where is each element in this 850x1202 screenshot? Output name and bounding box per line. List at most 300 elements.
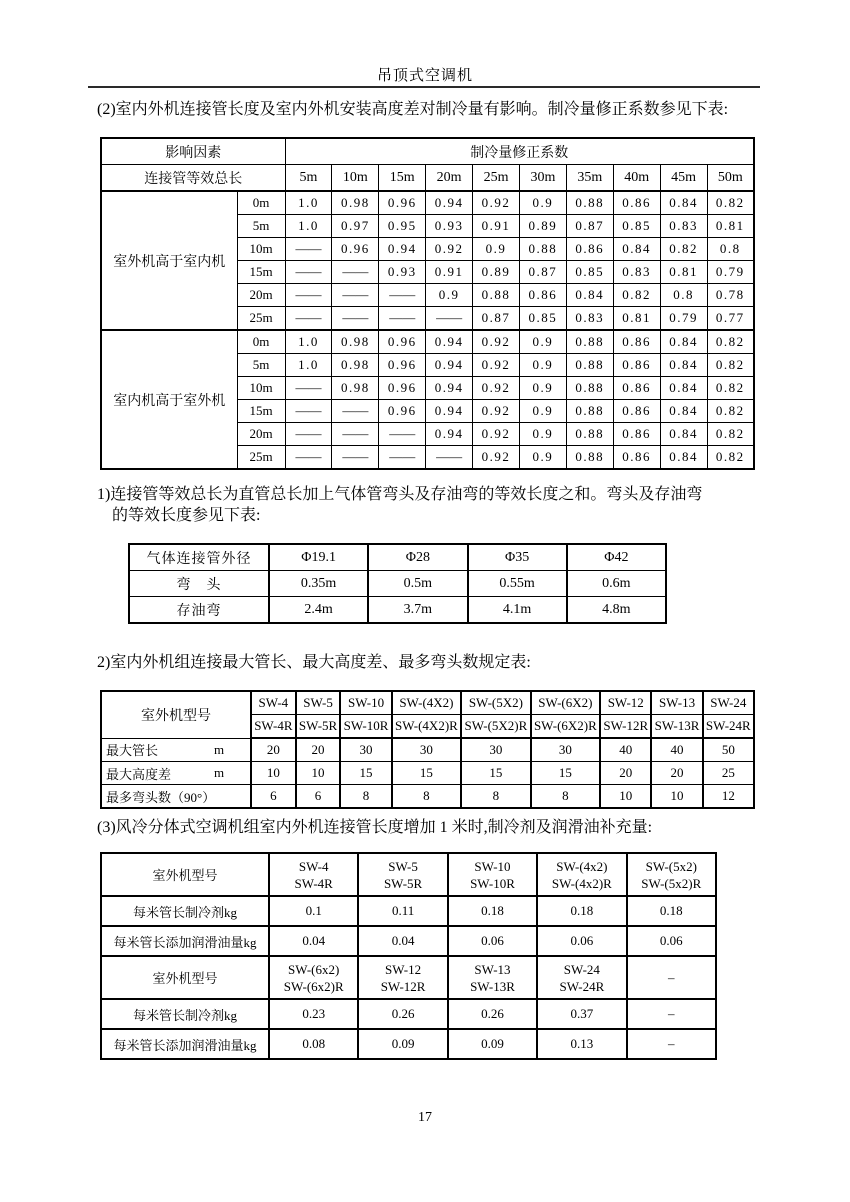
table-row [129,597,666,624]
row-label: 每米管长制冷剂kg [101,896,269,926]
coefficient-cell: 0.97 [332,215,379,238]
table-row [101,762,754,785]
value-cell: 12 [703,785,754,809]
table-row [101,330,754,354]
coefficient-cell: 0.96 [379,377,426,400]
coefficient-cell: 0.87 [519,261,566,284]
coefficient-cell: 0.9 [473,238,520,261]
value-cell: 0.04 [358,926,447,956]
table-row [101,999,716,1029]
coefficient-cell: 0.8 [660,284,707,307]
coefficient-cell: 0.8 [707,238,754,261]
value-cell: 0.06 [448,926,537,956]
table-row [129,544,666,571]
coefficient-cell: 0.9 [519,330,566,354]
coefficient-cell: —— [285,377,332,400]
model-name-cell: SW-12R [600,715,651,739]
model-name-line: SW-12R [380,978,426,994]
coefficient-cell: 0.96 [379,330,426,354]
refill-amount-table [100,852,717,1060]
value-cell: 50 [703,738,754,762]
coefficient-cell: 0.84 [660,423,707,446]
coefficient-cell: —— [332,400,379,423]
row-label: 弯 头 [129,571,269,597]
coefficient-cell: 0.86 [613,330,660,354]
section-2-sub-heading: 2)室内外机组连接最大管长、最大高度差、最多弯头数规定表: [97,654,531,671]
row-label: 每米管长添加润滑油量kg [101,1029,269,1059]
value-cell: Φ35 [468,544,567,571]
coefficient-cell: 0.86 [613,400,660,423]
value-cell: 20 [251,738,296,762]
max-pipe-length-table [100,690,755,809]
value-cell: 0.1 [269,896,358,926]
coefficient-cell: 0.9 [519,354,566,377]
value-cell: 0.37 [537,999,626,1029]
table-row [101,191,754,215]
section-3-heading: (3)风冷分体式空调机组室内外机连接管长度增加 1 米时,制冷剂及润滑油补充量: [97,819,653,836]
running-header-title: 吊顶式空调机 [376,68,473,84]
row-label: 气体连接管外径 [129,544,269,571]
coefficient-cell: —— [285,446,332,470]
coefficient-cell: 0.92 [473,354,520,377]
height-diff-cell: 5m [237,354,285,377]
value-cell: 0.18 [537,896,626,926]
coefficient-cell: —— [379,307,426,331]
group-label: 室外机高于室内机 [101,191,237,330]
coefficient-cell: 0.91 [473,215,520,238]
row-label-text: 最大高度差 [106,766,172,782]
coefficient-cell: 0.92 [473,446,520,470]
model-name-cell [537,956,626,999]
model-name-cell: SW-(4X2) [392,691,461,715]
value-cell: 40 [600,738,651,762]
value-cell: 0.18 [448,896,537,926]
table-row [101,1029,716,1059]
note-1-line-2: 的等效长度参见下表: [112,507,261,524]
value-cell: 30 [531,738,600,762]
value-cell: 30 [392,738,461,762]
value-cell: 2.4m [269,597,368,624]
value-cell: – [627,999,716,1029]
coefficient-cell: 0.9 [519,400,566,423]
coefficient-cell: 0.91 [426,261,473,284]
coefficient-cell: —— [332,261,379,284]
equivalent-length-table [128,543,667,624]
coefficient-cell: 0.86 [613,191,660,215]
model-name-line: SW-5 [388,858,418,874]
coefficient-cell: 0.88 [566,400,613,423]
model-name-cell: SW-12 [600,691,651,715]
coefficient-cell: 0.83 [660,215,707,238]
coefficient-cell: 0.84 [660,446,707,470]
coefficient-cell: 0.9 [519,446,566,470]
height-diff-cell: 20m [237,284,285,307]
coefficient-cell: 0.92 [473,423,520,446]
coefficient-cell: 0.82 [707,330,754,354]
coefficient-cell: —— [379,284,426,307]
coefficient-cell: —— [285,307,332,331]
value-cell: 10 [651,785,702,809]
coefficient-cell: 0.96 [379,400,426,423]
coefficient-cell: —— [332,284,379,307]
model-name-line: SW-(4x2)R [551,875,612,891]
coefficient-cell: 0.94 [426,330,473,354]
model-name-cell [269,956,358,999]
coefficient-cell: 0.95 [379,215,426,238]
value-cell: 8 [531,785,600,809]
coefficient-cell: 0.92 [473,400,520,423]
note-1-line-1: 1)连接管等效总长为直管总长加上气体管弯头及存油弯的等效长度之和。弯头及存油弯 [97,486,703,503]
coefficient-cell: 0.88 [473,284,520,307]
section-2-heading: (2)室内外机连接管长度及室内外机安装高度差对制冷量有影响。制冷量修正系数参见下表: [97,101,729,118]
height-diff-cell: 15m [237,400,285,423]
length-column-header: 5m [285,165,332,192]
coefficient-cell: 0.85 [613,215,660,238]
row-unit: m [214,765,225,780]
coefficient-cell: —— [332,307,379,331]
coefficient-cell: 0.86 [613,423,660,446]
coefficient-cell: 0.88 [566,446,613,470]
value-cell: 15 [340,762,391,785]
value-cell: 8 [340,785,391,809]
coefficient-cell: 0.98 [332,330,379,354]
model-name-cell: SW-(6X2)R [531,715,600,739]
value-cell: 10 [600,785,651,809]
value-cell: 0.23 [269,999,358,1029]
height-diff-cell: 5m [237,215,285,238]
coefficient-cell: 0.84 [566,284,613,307]
header-rule [88,86,760,88]
value-cell: 0.09 [448,1029,537,1059]
factor-header: 影响因素 [101,138,285,165]
coefficient-cell: 0.77 [707,307,754,331]
coefficient-cell: 0.83 [613,261,660,284]
coefficient-cell: 0.88 [566,423,613,446]
value-cell: 0.26 [448,999,537,1029]
value-cell: 0.35m [269,571,368,597]
coefficient-cell: —— [426,446,473,470]
length-column-header: 15m [379,165,426,192]
row-label-text: 最大管长 [106,743,159,759]
model-header: 室外机型号 [101,956,269,999]
coefficient-cell: 0.82 [707,400,754,423]
coefficient-cell: 0.86 [519,284,566,307]
coefficient-cell: 0.82 [707,446,754,470]
table-row [101,738,754,762]
coefficient-cell: 0.96 [332,238,379,261]
value-cell: 0.6m [567,571,666,597]
coefficient-cell: 0.82 [707,191,754,215]
model-header: 室外机型号 [101,853,269,896]
coefficient-cell: 0.98 [332,354,379,377]
coefficient-cell: 0.83 [566,307,613,331]
table-row [129,571,666,597]
model-name-line: SW-4 [298,858,329,874]
model-name-line: SW-(5x2) [645,858,697,874]
model-name-line: SW-12 [385,961,422,977]
length-column-header: 25m [473,165,520,192]
coefficient-cell: 0.94 [426,377,473,400]
coefficient-cell: 0.9 [426,284,473,307]
value-cell: 15 [461,762,530,785]
model-name-cell: SW-5R [296,715,341,739]
coefficient-cell: —— [285,400,332,423]
model-name-cell: SW-24R [703,715,754,739]
row-label [101,785,251,809]
coefficient-cell: 1.0 [285,354,332,377]
height-diff-cell: 0m [237,330,285,354]
value-cell: 3.7m [368,597,467,624]
table-row [101,138,754,165]
coefficient-cell: 0.94 [426,354,473,377]
coefficient-cell: 0.86 [613,377,660,400]
table-row [101,691,754,715]
coefficient-cell: —— [285,423,332,446]
model-name-cell: SW-5 [296,691,341,715]
value-cell: 4.8m [567,597,666,624]
model-name-cell: SW-4 [251,691,296,715]
coefficient-cell: 0.86 [566,238,613,261]
table-row [101,785,754,809]
model-name-cell: SW-(5X2) [461,691,530,715]
model-name-line: SW-(6x2)R [283,978,344,994]
coefficient-cell: 0.84 [660,377,707,400]
value-cell: 20 [600,762,651,785]
row-label: 每米管长制冷剂kg [101,999,269,1029]
coefficient-cell: 0.93 [379,261,426,284]
coefficient-cell: 0.94 [379,238,426,261]
height-diff-cell: 25m [237,446,285,470]
coefficient-cell: 0.94 [426,191,473,215]
value-cell: 20 [651,762,702,785]
value-cell: 6 [296,785,341,809]
coefficient-cell: 1.0 [285,191,332,215]
coefficient-cell: 0.98 [332,377,379,400]
length-column-header: 45m [660,165,707,192]
coefficient-cell: 0.92 [473,330,520,354]
model-name-line: SW-13 [474,961,511,977]
value-cell: 30 [461,738,530,762]
coefficient-cell: 0.94 [426,400,473,423]
model-name-cell [358,956,447,999]
length-header: 连接管等效总长 [101,165,285,192]
model-name-cell: SW-(5X2)R [461,715,530,739]
model-name-cell: SW-(6X2) [531,691,600,715]
coefficient-cell: 0.82 [613,284,660,307]
coefficient-cell: 0.78 [707,284,754,307]
coefficient-cell: 0.84 [613,238,660,261]
model-name-cell [269,853,358,896]
coefficient-cell: 0.98 [332,191,379,215]
value-cell: 0.26 [358,999,447,1029]
coefficient-cell: 0.9 [519,377,566,400]
value-cell: 30 [340,738,391,762]
model-name-cell [358,853,447,896]
model-header: 室外机型号 [101,691,251,738]
row-label-text: 最多弯头数（90°） [106,789,216,805]
coefficient-cell: —— [285,261,332,284]
model-name-cell: SW-10R [340,715,391,739]
value-cell: 0.55m [468,571,567,597]
model-name-cell: SW-24 [703,691,754,715]
model-name-line: SW-13R [470,978,515,994]
table-row [101,165,754,192]
coefficient-cell: 0.89 [473,261,520,284]
coefficient-cell: 1.0 [285,215,332,238]
value-cell: 0.11 [358,896,447,926]
height-diff-cell: 15m [237,261,285,284]
table-row [101,926,716,956]
group-label: 室内机高于室外机 [101,330,237,469]
model-name-line: SW-24R [559,978,605,994]
model-name-cell: SW-4R [251,715,296,739]
coefficient-cell: 0.89 [519,215,566,238]
height-diff-cell: 10m [237,238,285,261]
coefficient-cell: 0.96 [379,191,426,215]
model-name-line: SW-(6x2) [288,961,340,977]
value-cell: 10 [251,762,296,785]
value-cell: 15 [392,762,461,785]
coefficient-cell: 0.88 [566,330,613,354]
coefficient-cell: 0.9 [519,423,566,446]
table-row [101,956,716,999]
value-cell: 40 [651,738,702,762]
row-label: 每米管长添加润滑油量kg [101,926,269,956]
coefficient-cell: 0.81 [660,261,707,284]
length-column-header: 50m [707,165,754,192]
height-diff-cell: 0m [237,191,285,215]
value-cell: 4.1m [468,597,567,624]
coefficient-cell: —— [379,446,426,470]
model-name-line: – [668,970,675,985]
model-name-cell [448,853,537,896]
coefficient-cell: —— [426,307,473,331]
coefficient-cell: 0.88 [566,191,613,215]
value-cell: 0.09 [358,1029,447,1059]
coefficient-cell: 0.85 [566,261,613,284]
height-diff-cell: 25m [237,307,285,331]
model-name-line: SW-(5x2)R [641,875,702,891]
length-column-header: 30m [519,165,566,192]
coefficient-cell: 0.85 [519,307,566,331]
coefficient-cell: 0.86 [613,446,660,470]
page-number: 17 [418,1110,432,1125]
coefficient-cell: 0.9 [519,191,566,215]
note-1 [97,484,787,526]
length-column-header: 40m [613,165,660,192]
coefficient-cell: 0.88 [566,354,613,377]
row-unit: m [214,741,225,757]
model-name-line: SW-5R [383,875,423,891]
coefficient-cell: 0.92 [473,191,520,215]
value-cell: – [627,1029,716,1059]
value-cell: 10 [296,762,341,785]
value-cell: 15 [531,762,600,785]
coefficient-cell: 0.84 [660,400,707,423]
coefficient-cell: —— [332,423,379,446]
value-cell: 25 [703,762,754,785]
coefficient-cell: 1.0 [285,330,332,354]
coefficient-cell: —— [285,238,332,261]
coefficient-cell: 0.84 [660,191,707,215]
height-diff-cell: 10m [237,377,285,400]
value-cell: 0.04 [269,926,358,956]
coefficient-cell: 0.82 [707,377,754,400]
cooling-correction-table [100,137,755,470]
value-cell: Φ28 [368,544,467,571]
coefficient-cell: —— [332,446,379,470]
value-cell: 0.06 [537,926,626,956]
value-cell: Φ19.1 [269,544,368,571]
value-cell: Φ42 [567,544,666,571]
coefficient-cell: —— [379,423,426,446]
coefficient-cell: 0.79 [707,261,754,284]
value-cell: 20 [296,738,341,762]
row-label [101,738,251,762]
coefficient-cell: 0.82 [660,238,707,261]
model-name-line: SW-4R [294,875,333,891]
length-column-header: 35m [566,165,613,192]
model-name-cell: SW-10 [340,691,391,715]
coefficient-cell: 0.87 [473,307,520,331]
table-row [101,896,716,926]
coefficient-cell: 0.92 [426,238,473,261]
coefficient-cell: 0.79 [660,307,707,331]
value-cell: 0.13 [537,1029,626,1059]
coefficient-cell: 0.93 [426,215,473,238]
coefficient-cell: 0.88 [566,377,613,400]
coefficient-cell: 0.94 [426,423,473,446]
model-name-line: SW-24 [563,961,600,977]
model-name-cell [448,956,537,999]
model-name-line: SW-(4x2) [556,858,608,874]
value-cell: 8 [392,785,461,809]
coefficient-cell: 0.81 [613,307,660,331]
coefficient-cell: —— [285,284,332,307]
coefficient-cell: 0.81 [707,215,754,238]
coefficient-cell: 0.92 [473,377,520,400]
value-cell: 0.5m [368,571,467,597]
coefficient-cell: 0.84 [660,330,707,354]
row-label: 存油弯 [129,597,269,624]
value-cell: 0.06 [627,926,716,956]
value-cell: 0.18 [627,896,716,926]
coefficient-header: 制冷量修正系数 [285,138,754,165]
coefficient-cell: 0.96 [379,354,426,377]
length-column-header: 20m [426,165,473,192]
model-name-cell: SW-13 [651,691,702,715]
model-name-cell: SW-13R [651,715,702,739]
value-cell: 0.08 [269,1029,358,1059]
table-row [101,853,716,896]
model-name-line: SW-10 [474,858,511,874]
model-name-cell [627,853,716,896]
model-name-line: SW-10R [470,875,515,891]
model-name-cell: SW-(4X2)R [392,715,461,739]
coefficient-cell: 0.82 [707,423,754,446]
coefficient-cell: 0.82 [707,354,754,377]
value-cell: 6 [251,785,296,809]
coefficient-cell: 0.84 [660,354,707,377]
coefficient-cell: 0.86 [613,354,660,377]
model-name-cell [627,956,716,999]
length-column-header: 10m [332,165,379,192]
height-diff-cell: 20m [237,423,285,446]
value-cell: 8 [461,785,530,809]
coefficient-cell: 0.88 [519,238,566,261]
model-name-cell [537,853,626,896]
coefficient-cell: 0.87 [566,215,613,238]
